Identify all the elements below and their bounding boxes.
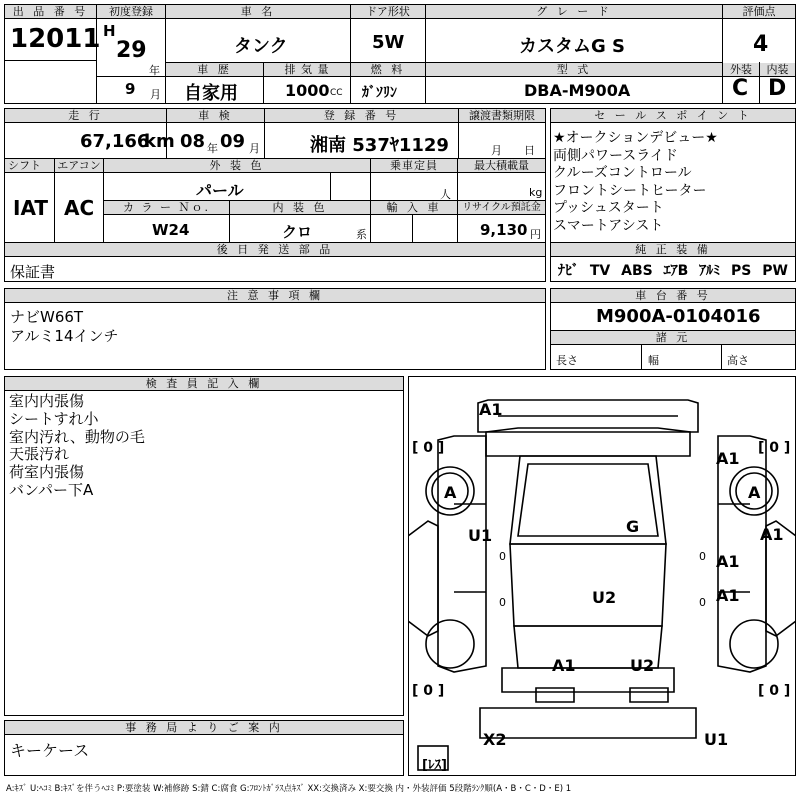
recycle-fee-unit: 円 <box>530 228 541 241</box>
width-label: 幅 <box>648 354 659 367</box>
chassis-label: 車 台 番 号 <box>551 289 795 303</box>
score-label: 評価点 <box>723 5 795 19</box>
equipment-item: ﾅﾋﾞ <box>558 263 579 279</box>
small-mark: 0 <box>699 550 706 563</box>
registration-number: 湘南 537ﾔ1129 <box>310 135 449 156</box>
tire-tread: [ 0 ] <box>758 440 791 456</box>
lot-no-label: 出 品 番 号 <box>5 5 96 19</box>
notes-label: 注 意 事 項 欄 <box>5 289 545 303</box>
office-label: 事 務 局 よ り ご 案 内 <box>5 721 403 735</box>
selling-point: スマートアシスト <box>553 217 664 234</box>
max-load-label: 最大積載量 <box>458 159 545 173</box>
equipment-label: 純 正 装 備 <box>551 243 795 257</box>
capacity-unit: 人 <box>440 188 451 201</box>
small-mark: 0 <box>499 596 506 609</box>
damage-mark: A1 <box>552 656 576 675</box>
equipment-list <box>558 260 788 280</box>
selling-point: フロントシートヒーター <box>553 182 707 199</box>
mileage-unit: km <box>144 131 175 152</box>
ac-label: エアコン <box>55 159 103 173</box>
tire-tread: [ 0 ] <box>758 683 791 699</box>
equipment-item: ABS <box>621 263 653 279</box>
first-registration-label: 初度登録 <box>97 5 165 19</box>
small-mark: 0 <box>699 596 706 609</box>
selling-point: プッシュスタート <box>553 200 664 216</box>
damage-mark: A1 <box>716 552 740 571</box>
selling-points-label: セ ー ル ス ポ イ ン ト <box>551 109 795 123</box>
interior-color-unit: 系 <box>356 228 367 241</box>
transfer-month-unit: 月 <box>491 144 502 157</box>
import-label: 輸 入 車 <box>371 201 457 215</box>
later-parts-label: 後 日 発 送 部 品 <box>5 243 545 257</box>
damage-mark: A <box>444 483 457 502</box>
tire-tread: [ 0 ] <box>412 440 445 456</box>
damage-mark: A1 <box>716 586 740 605</box>
legend: A:ｷｽﾞ U:ﾍｺﾐ B:ｷｽﾞを伴うﾍｺﾐ P:要塗装 W:補修跡 S:錆 C:腐食 G:ﾌﾛﾝﾄｶﾞﾗｽ点ｷｽﾞ XX:交換済み X:要交換 内・外装評価 5段階ﾗﾝｸ順(A・B・C・D・E) 1 <box>6 784 572 794</box>
damage-mark: U1 <box>704 730 729 749</box>
registration-month: 9 <box>125 80 136 98</box>
recycle-fee: 9,130 <box>480 221 528 239</box>
note-line: アルミ14インチ <box>10 327 119 345</box>
damage-mark: U2 <box>630 656 655 675</box>
interior-grade: D <box>768 76 787 101</box>
selling-points-list <box>553 130 718 235</box>
selling-point: ★オークションデビュー★ <box>553 130 718 146</box>
month-unit: 月 <box>150 88 161 101</box>
interior-color: クロ <box>282 223 313 241</box>
interior-color-label: 内 装 色 <box>230 201 370 215</box>
year-unit: 年 <box>149 64 160 77</box>
era-letter: H <box>103 22 116 40</box>
fuel-type: ｶﾞｿﾘﾝ <box>362 85 397 101</box>
fuel-label: 燃 料 <box>351 63 425 77</box>
exterior-label: 外装 <box>723 63 759 77</box>
inspection-month: 09 <box>220 131 246 152</box>
car-name: タンク <box>234 36 288 57</box>
inspector-line: 室内内張傷 <box>9 392 85 410</box>
equipment-item: PS <box>731 263 752 279</box>
color-number: W24 <box>152 221 190 239</box>
vehicle-history: 自家用 <box>184 83 238 104</box>
damage-mark: A1 <box>760 525 784 544</box>
inspector-label: 検 査 員 記 入 欄 <box>5 377 403 391</box>
inspector-line: シートすれ小 <box>9 409 99 428</box>
length-label: 長さ <box>556 354 578 367</box>
inspector-line: 荷室内張傷 <box>9 463 85 482</box>
selling-point: クルーズコントロール <box>553 165 692 181</box>
model-label: 型 式 <box>426 63 722 77</box>
color-no-label: カ ラ ー Ｎｏ. <box>104 201 229 215</box>
shift-type: IAT <box>13 196 49 220</box>
mileage-label: 走 行 <box>5 109 166 123</box>
inspector-line: 室内汚れ、動物の毛 <box>9 427 145 446</box>
damage-mark: A1 <box>479 400 503 419</box>
history-label: 車 歴 <box>166 63 263 77</box>
inspection-year: 08 <box>180 131 206 152</box>
height-label: 高さ <box>727 354 749 367</box>
office-value: キーケース <box>10 741 90 760</box>
door-type: 5W <box>372 32 405 53</box>
inspector-notes <box>9 393 145 500</box>
car-name-label: 車 名 <box>166 5 350 19</box>
mileage: 67,166 <box>80 131 150 152</box>
note-line: ナビW66T <box>10 308 84 326</box>
inspector-line: 天張汚れ <box>9 445 70 464</box>
displacement-label: 排 気 量 <box>264 63 350 77</box>
lot-number: 12011 <box>10 24 101 54</box>
grade: カスタムG S <box>519 36 626 57</box>
equipment-item: ｴｱB <box>663 263 689 279</box>
inspector-line: バンパー下A <box>9 480 94 499</box>
selling-point: 両側パワースライド <box>553 147 678 164</box>
equipment-item: PW <box>762 263 788 279</box>
damage-mark: U2 <box>592 588 617 607</box>
inspection-month-unit: 月 <box>249 142 260 155</box>
model-code: DBA-M900A <box>524 81 631 100</box>
spare-tire-label: [ﾚｽ] <box>422 758 447 773</box>
registration-year: 29 <box>116 38 147 63</box>
notes-list <box>10 308 119 346</box>
inspection-year-unit: 年 <box>207 142 218 155</box>
damage-mark: A <box>748 483 761 502</box>
later-parts-value: 保証書 <box>10 263 56 281</box>
small-mark: 0 <box>499 550 506 563</box>
displacement: 1000 <box>285 81 330 100</box>
car-diagram <box>408 376 796 776</box>
evaluation-score: 4 <box>753 32 769 57</box>
capacity-label: 乗車定員 <box>371 159 457 173</box>
equipment-item: ｱﾙﾐ <box>699 263 721 279</box>
grade-label: グ レ ー ド <box>426 5 722 19</box>
door-label: ドア形状 <box>351 5 425 19</box>
transfer-deadline-label: 譲渡書類期限 <box>459 109 545 123</box>
inspection-label: 車 検 <box>167 109 264 123</box>
damage-mark: G <box>626 517 640 536</box>
ac-type: AC <box>64 196 95 220</box>
tire-tread: [ 0 ] <box>412 683 445 699</box>
interior-label: 内装 <box>760 63 795 77</box>
displacement-unit: CC <box>330 88 343 98</box>
max-load-unit: kg <box>529 186 543 199</box>
exterior-color: パール <box>196 181 244 200</box>
exterior-grade: C <box>732 76 749 101</box>
shift-label: シフト <box>5 159 54 173</box>
registration-no-label: 登 録 番 号 <box>265 109 458 123</box>
damage-mark: A1 <box>716 449 740 468</box>
equipment-item: TV <box>589 263 611 279</box>
recycle-label: リサイクル預託金 <box>458 201 545 215</box>
exterior-color-label: 外 装 色 <box>104 159 370 173</box>
transfer-day-unit: 日 <box>524 144 535 157</box>
chassis-number: M900A-0104016 <box>596 306 761 327</box>
spec-label: 諸 元 <box>551 331 795 345</box>
damage-mark: X2 <box>483 730 507 749</box>
damage-mark: U1 <box>468 526 493 545</box>
